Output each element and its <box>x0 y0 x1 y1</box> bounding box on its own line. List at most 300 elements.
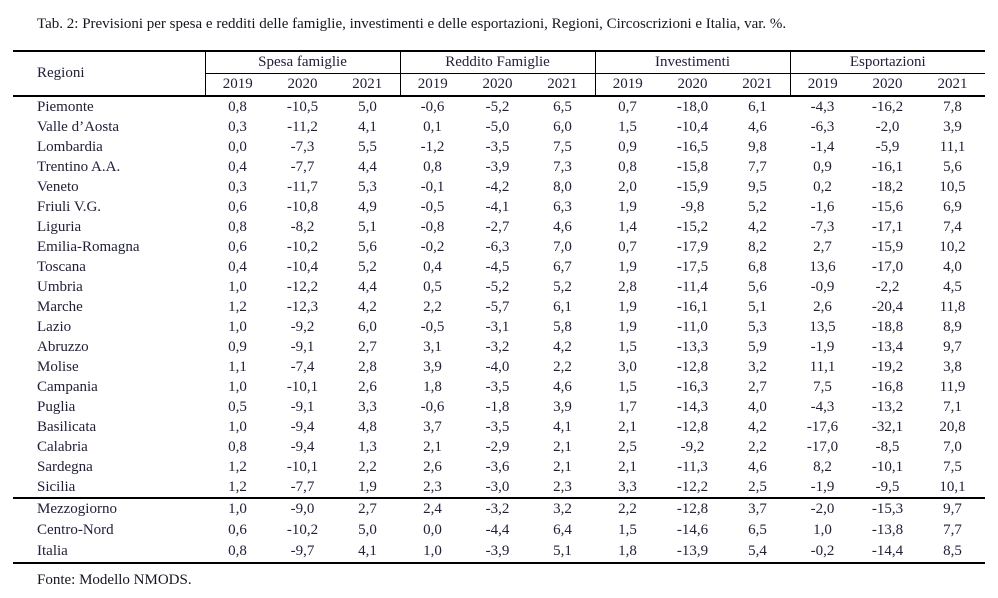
value-cell: 6,4 <box>553 522 572 538</box>
value-cell: 0,9 <box>618 139 637 155</box>
value-cell: 2,4 <box>423 501 442 517</box>
value-cell: 7,5 <box>813 379 832 395</box>
value-cell: -13,3 <box>676 339 709 355</box>
value-cell: 1,9 <box>335 477 400 498</box>
region-name: Calabria <box>37 439 88 455</box>
region-name: Piemonte <box>37 99 94 115</box>
value-cell: -16,3 <box>676 379 709 395</box>
value-cell: 5,2 <box>748 199 767 215</box>
value-cell: -12,3 <box>286 299 319 315</box>
value-cell: -14,3 <box>676 399 709 415</box>
value-cell: -10,4 <box>286 259 319 275</box>
value-cell: 4,1 <box>553 419 572 435</box>
value-cell: -0,5 <box>420 319 445 335</box>
value-cell: -15,9 <box>676 179 709 195</box>
value-cell: 2,2 <box>423 299 442 315</box>
value-cell: 4,2 <box>553 339 572 355</box>
value-cell: 10,1 <box>920 477 985 498</box>
value-cell: -13,4 <box>871 339 904 355</box>
value-cell: 4,4 <box>358 279 377 295</box>
value-cell: 2,2 <box>748 439 767 455</box>
value-cell: 2,7 <box>813 239 832 255</box>
year-header: 2019 <box>595 74 660 97</box>
value-cell: 1,0 <box>228 319 247 335</box>
value-cell: -11,3 <box>677 459 708 475</box>
year-header: 2020 <box>465 74 530 97</box>
value-cell: -4,5 <box>485 259 510 275</box>
value-cell: 5,0 <box>358 99 377 115</box>
value-cell: -15,9 <box>871 239 904 255</box>
value-cell: -6,3 <box>485 239 510 255</box>
value-cell: -15,2 <box>676 219 709 235</box>
value-cell: -3,9 <box>485 159 510 175</box>
value-cell: 1,4 <box>618 219 637 235</box>
year-header: 2020 <box>855 74 920 97</box>
value-cell: 0,8 <box>228 99 247 115</box>
value-cell: 2,1 <box>618 419 637 435</box>
value-cell: -3,6 <box>485 459 510 475</box>
value-cell: -17,1 <box>871 219 904 235</box>
value-cell: 0,4 <box>228 159 247 175</box>
region-column-header: Regioni <box>13 51 205 96</box>
value-cell: 5,1 <box>530 541 595 563</box>
value-cell: -1,9 <box>790 477 855 498</box>
region-name: Basilicata <box>37 419 97 435</box>
value-cell: -10,1 <box>286 459 319 475</box>
value-cell: 3,2 <box>553 501 572 517</box>
value-cell: -9,4 <box>290 419 315 435</box>
value-cell: 0,6 <box>228 522 247 538</box>
table-row <box>13 377 985 397</box>
value-cell: -3,2 <box>485 501 510 517</box>
value-cell: -17,9 <box>676 239 709 255</box>
table-row <box>13 417 985 437</box>
value-cell: -9,0 <box>290 501 315 517</box>
value-cell: 6,3 <box>553 199 572 215</box>
value-cell: 4,8 <box>358 419 377 435</box>
value-cell: 1,5 <box>618 379 637 395</box>
table-row <box>13 137 985 157</box>
value-cell: 2,5 <box>618 439 637 455</box>
table-row <box>13 157 985 177</box>
value-cell: 0,7 <box>618 99 637 115</box>
value-cell: 9,5 <box>748 179 767 195</box>
value-cell: 1,0 <box>228 419 247 435</box>
value-cell: 7,7 <box>748 159 767 175</box>
value-cell: 7,8 <box>943 99 962 115</box>
value-cell: -5,9 <box>875 139 900 155</box>
table-row <box>13 297 985 317</box>
year-header: 2020 <box>270 74 335 97</box>
value-cell: -18,2 <box>871 179 904 195</box>
value-cell: 4,4 <box>358 159 377 175</box>
value-cell: -13,8 <box>871 522 904 538</box>
table-row <box>13 357 985 377</box>
region-name: Lombardia <box>37 139 103 155</box>
value-cell: -2,2 <box>875 279 900 295</box>
value-cell: 3,9 <box>553 399 572 415</box>
value-cell: -0,8 <box>420 219 445 235</box>
value-cell: -4,3 <box>810 99 835 115</box>
value-cell: 0,3 <box>228 119 247 135</box>
value-cell: 5,5 <box>358 139 377 155</box>
group-header-0: Spesa famiglie <box>205 51 400 74</box>
value-cell: -10,2 <box>286 522 319 538</box>
region-name: Lazio <box>37 319 72 335</box>
value-cell: -9,5 <box>855 477 920 498</box>
value-cell: 6,5 <box>748 522 767 538</box>
table-row <box>13 197 985 217</box>
region-name: Veneto <box>37 179 79 195</box>
value-cell: 6,8 <box>748 259 767 275</box>
value-cell: 1,8 <box>423 379 442 395</box>
value-cell: -3,0 <box>465 477 530 498</box>
value-cell: -32,1 <box>871 419 904 435</box>
value-cell: -15,6 <box>871 199 904 215</box>
value-cell: 5,6 <box>748 279 767 295</box>
value-cell: 0,9 <box>228 339 247 355</box>
value-cell: -18,8 <box>871 319 904 335</box>
value-cell: 3,0 <box>618 359 637 375</box>
value-cell: -11,4 <box>677 279 708 295</box>
value-cell: 5,2 <box>553 279 572 295</box>
value-cell: 7,5 <box>553 139 572 155</box>
value-cell: -1,4 <box>810 139 835 155</box>
value-cell: -9,2 <box>290 319 315 335</box>
value-cell: 10,5 <box>939 179 966 195</box>
value-cell: -3,2 <box>485 339 510 355</box>
table-row <box>13 337 985 357</box>
region-name: Puglia <box>37 399 76 415</box>
value-cell: 3,8 <box>943 359 962 375</box>
value-cell: 6,9 <box>943 199 962 215</box>
value-cell: 0,4 <box>228 259 247 275</box>
year-header: 2019 <box>205 74 270 97</box>
value-cell: 0,9 <box>813 159 832 175</box>
value-cell: 2,1 <box>423 439 442 455</box>
year-header: 2020 <box>660 74 725 97</box>
value-cell: 0,6 <box>228 239 247 255</box>
value-cell: -8,5 <box>875 439 900 455</box>
value-cell: 1,1 <box>228 359 247 375</box>
value-cell: -4,1 <box>485 199 510 215</box>
value-cell: 1,9 <box>618 199 637 215</box>
value-cell: -5,7 <box>485 299 510 315</box>
value-cell: -10,1 <box>871 459 904 475</box>
value-cell: 4,0 <box>943 259 962 275</box>
value-cell: 1,2 <box>205 477 270 498</box>
year-header: 2019 <box>790 74 855 97</box>
year-header: 2021 <box>530 74 595 97</box>
region-name: Liguria <box>37 219 82 235</box>
region-name: Marche <box>37 299 83 315</box>
value-cell: 5,6 <box>943 159 962 175</box>
value-cell: -17,0 <box>806 439 839 455</box>
value-cell: -3,5 <box>485 139 510 155</box>
group-header-1: Reddito Famiglie <box>400 51 595 74</box>
value-cell: 1,0 <box>228 379 247 395</box>
region-name: Trentino A.A. <box>37 159 121 175</box>
value-cell: 3,1 <box>423 339 442 355</box>
value-cell: 4,1 <box>335 541 400 563</box>
value-cell: 1,2 <box>228 299 247 315</box>
value-cell: 11,8 <box>939 299 966 315</box>
table-row <box>13 397 985 417</box>
value-cell: -7,4 <box>290 359 315 375</box>
value-cell: 7,3 <box>553 159 572 175</box>
value-cell: 5,6 <box>358 239 377 255</box>
region-name: Toscana <box>37 259 86 275</box>
value-cell: -10,1 <box>286 379 319 395</box>
value-cell: -3,9 <box>465 541 530 563</box>
value-cell: 6,1 <box>553 299 572 315</box>
value-cell: -3,5 <box>485 379 510 395</box>
value-cell: -2,0 <box>875 119 900 135</box>
value-cell: -9,1 <box>290 339 315 355</box>
value-cell: -7,7 <box>290 159 315 175</box>
value-cell: -18,0 <box>676 99 709 115</box>
value-cell: -10,5 <box>286 99 319 115</box>
value-cell: -3,1 <box>485 319 510 335</box>
value-cell: 1,9 <box>618 319 637 335</box>
value-cell: -1,8 <box>485 399 510 415</box>
table-row <box>13 457 985 477</box>
value-cell: 1,2 <box>228 459 247 475</box>
value-cell: 4,1 <box>358 119 377 135</box>
value-cell: -11,7 <box>287 179 318 195</box>
value-cell: -0,6 <box>420 99 445 115</box>
value-cell: 7,0 <box>553 239 572 255</box>
value-cell: 3,9 <box>423 359 442 375</box>
table-row <box>13 117 985 137</box>
value-cell: -12,2 <box>660 477 725 498</box>
value-cell: -2,0 <box>810 501 835 517</box>
region-name: Mezzogiorno <box>37 501 117 517</box>
value-cell: -1,6 <box>810 199 835 215</box>
value-cell: 2,7 <box>358 339 377 355</box>
table-row <box>13 237 985 257</box>
table-row <box>13 96 985 117</box>
value-cell: 3,7 <box>423 419 442 435</box>
value-cell: 13,6 <box>809 259 836 275</box>
value-cell: 1,8 <box>595 541 660 563</box>
value-cell: -16,1 <box>676 299 709 315</box>
value-cell: -16,1 <box>871 159 904 175</box>
value-cell: -1,2 <box>420 139 445 155</box>
value-cell: -4,2 <box>485 179 510 195</box>
value-cell: 0,8 <box>205 541 270 563</box>
region-name: Centro-Nord <box>37 522 114 538</box>
value-cell: 20,8 <box>939 419 966 435</box>
value-cell: 4,9 <box>358 199 377 215</box>
value-cell: 0,0 <box>423 522 442 538</box>
value-cell: 8,9 <box>943 319 962 335</box>
value-cell: 2,5 <box>725 477 790 498</box>
value-cell: -14,4 <box>855 541 920 563</box>
value-cell: -3,5 <box>485 419 510 435</box>
value-cell: 4,6 <box>553 379 572 395</box>
value-cell: -15,3 <box>871 501 904 517</box>
value-cell: 7,1 <box>943 399 962 415</box>
value-cell: 2,1 <box>553 459 572 475</box>
value-cell: 7,5 <box>943 459 962 475</box>
value-cell: 1,9 <box>618 299 637 315</box>
value-cell: 2,3 <box>400 477 465 498</box>
value-cell: -17,6 <box>806 419 839 435</box>
value-cell: 0,0 <box>228 139 247 155</box>
region-name: Emilia-Romagna <box>37 239 140 255</box>
region-name: Molise <box>37 359 79 375</box>
forecast-table <box>13 50 985 564</box>
value-cell: 6,0 <box>358 319 377 335</box>
value-cell: 0,2 <box>813 179 832 195</box>
region-name: Sardegna <box>37 459 93 475</box>
value-cell: -19,2 <box>871 359 904 375</box>
value-cell: -0,2 <box>420 239 445 255</box>
region-name: Sicilia <box>13 477 205 498</box>
region-name: Umbria <box>37 279 83 295</box>
value-cell: 11,1 <box>809 359 836 375</box>
value-cell: 6,7 <box>553 259 572 275</box>
value-cell: -0,1 <box>420 179 445 195</box>
value-cell: 2,6 <box>813 299 832 315</box>
value-cell: 13,5 <box>809 319 836 335</box>
value-cell: 1,5 <box>618 119 637 135</box>
value-cell: 1,0 <box>228 279 247 295</box>
value-cell: 4,2 <box>748 219 767 235</box>
table-row <box>13 541 985 563</box>
value-cell: 0,8 <box>228 219 247 235</box>
group-header-2: Investimenti <box>595 51 790 74</box>
table-row <box>13 177 985 197</box>
value-cell: 2,6 <box>358 379 377 395</box>
value-cell: -15,8 <box>676 159 709 175</box>
value-cell: -0,9 <box>810 279 835 295</box>
value-cell: 0,6 <box>228 199 247 215</box>
value-cell: 0,8 <box>423 159 442 175</box>
value-cell: 2,0 <box>618 179 637 195</box>
value-cell: 5,2 <box>358 259 377 275</box>
value-cell: 2,2 <box>553 359 572 375</box>
value-cell: 2,7 <box>358 501 377 517</box>
value-cell: 3,3 <box>358 399 377 415</box>
value-cell: 2,6 <box>423 459 442 475</box>
value-cell: -12,8 <box>676 419 709 435</box>
value-cell: -12,8 <box>676 501 709 517</box>
value-cell: 6,1 <box>748 99 767 115</box>
value-cell: 9,7 <box>943 501 962 517</box>
value-cell: -0,5 <box>420 199 445 215</box>
value-cell: 2,7 <box>748 379 767 395</box>
value-cell: -9,8 <box>680 199 705 215</box>
value-cell: 0,3 <box>228 179 247 195</box>
group-header-row <box>13 51 985 74</box>
value-cell: 4,2 <box>358 299 377 315</box>
value-cell: 1,3 <box>358 439 377 455</box>
region-name: Abruzzo <box>37 339 89 355</box>
value-cell: 9,7 <box>943 339 962 355</box>
value-cell: 4,6 <box>553 219 572 235</box>
value-cell: -9,7 <box>270 541 335 563</box>
value-cell: 7,0 <box>943 439 962 455</box>
group-header-3: Esportazioni <box>790 51 985 74</box>
value-cell: -2,9 <box>485 439 510 455</box>
value-cell: -16,2 <box>871 99 904 115</box>
value-cell: 3,3 <box>595 477 660 498</box>
value-cell: -14,6 <box>676 522 709 538</box>
value-cell: -9,4 <box>290 439 315 455</box>
value-cell: 6,5 <box>553 99 572 115</box>
value-cell: -11,2 <box>287 119 318 135</box>
table-row <box>13 217 985 237</box>
value-cell: -7,3 <box>290 139 315 155</box>
value-cell: 0,5 <box>228 399 247 415</box>
region-name: Valle d’Aosta <box>37 119 120 135</box>
table-row <box>13 257 985 277</box>
value-cell: -9,2 <box>680 439 705 455</box>
value-cell: 5,4 <box>725 541 790 563</box>
value-cell: -7,3 <box>810 219 835 235</box>
value-cell: 1,5 <box>618 522 637 538</box>
value-cell: -0,6 <box>420 399 445 415</box>
value-cell: 2,1 <box>618 459 637 475</box>
value-cell: 10,2 <box>939 239 966 255</box>
value-cell: 5,1 <box>358 219 377 235</box>
table-row <box>13 498 985 520</box>
table-caption: Tab. 2: Previsioni per spesa e redditi delle famiglie, investimenti e delle esportazioni, Regioni, Circoscrizioni e Italia, var. %. <box>37 16 787 32</box>
value-cell: 5,0 <box>358 522 377 538</box>
value-cell: 11,9 <box>939 379 966 395</box>
value-cell: 0,5 <box>423 279 442 295</box>
value-cell: -5,2 <box>485 99 510 115</box>
value-cell: 4,6 <box>748 459 767 475</box>
value-cell: 1,7 <box>618 399 637 415</box>
value-cell: 5,3 <box>358 179 377 195</box>
value-cell: -17,5 <box>676 259 709 275</box>
value-cell: -20,4 <box>871 299 904 315</box>
value-cell: 3,7 <box>748 501 767 517</box>
value-cell: -1,9 <box>810 339 835 355</box>
table-row <box>13 437 985 457</box>
value-cell: -10,2 <box>286 239 319 255</box>
value-cell: 0,8 <box>228 439 247 455</box>
table-row <box>13 317 985 337</box>
value-cell: 0,8 <box>618 159 637 175</box>
value-cell: 0,7 <box>618 239 637 255</box>
value-cell: 8,2 <box>748 239 767 255</box>
source-note: Fonte: Modello NMODS. <box>37 572 192 588</box>
value-cell: 7,4 <box>943 219 962 235</box>
value-cell: 2,8 <box>358 359 377 375</box>
table-row <box>13 477 985 498</box>
value-cell: 4,0 <box>748 399 767 415</box>
value-cell: -10,8 <box>286 199 319 215</box>
value-cell: 6,0 <box>553 119 572 135</box>
value-cell: 0,1 <box>423 119 442 135</box>
value-cell: -17,0 <box>871 259 904 275</box>
value-cell: -12,8 <box>676 359 709 375</box>
value-cell: 4,2 <box>748 419 767 435</box>
value-cell: -4,3 <box>810 399 835 415</box>
value-cell: 2,8 <box>618 279 637 295</box>
value-cell: 9,8 <box>748 139 767 155</box>
value-cell: 4,5 <box>943 279 962 295</box>
value-cell: 2,3 <box>530 477 595 498</box>
value-cell: 2,1 <box>553 439 572 455</box>
value-cell: -5,2 <box>485 279 510 295</box>
table-row <box>13 520 985 541</box>
value-cell: -0,2 <box>790 541 855 563</box>
